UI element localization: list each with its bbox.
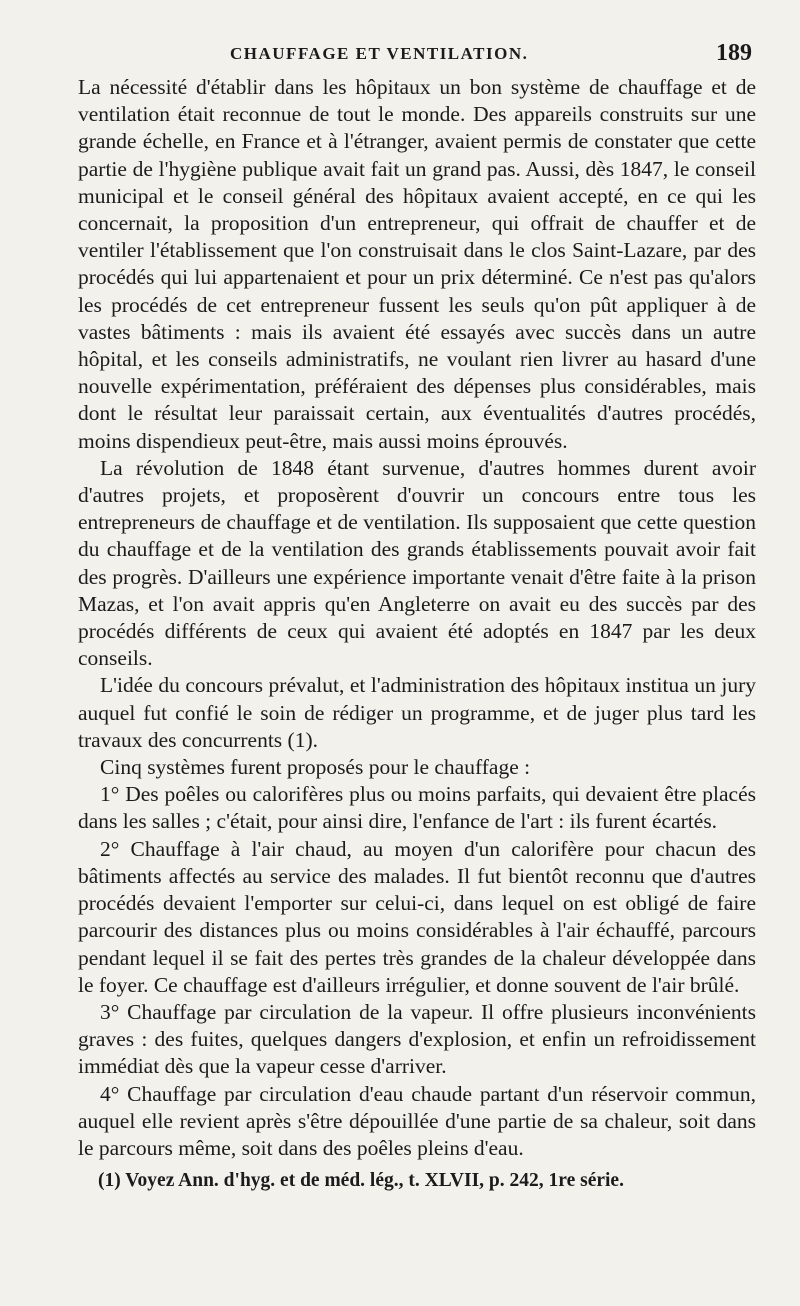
page-header <box>78 38 756 74</box>
running-title: CHAUFFAGE ET VENTILATION. <box>230 44 529 63</box>
page-number: 189 <box>716 40 752 66</box>
paragraph: La nécessité d'établir dans les hôpitaux un bon système de chauffage et de ventilation était reconnue de tout le monde. Des appareils construits sur une grande échelle, en France et à l'étranger, avaient permis de constater que cette partie de l'hygiène publique avait fait un grand pas. Aussi, dès 1847, le conseil municipal et le conseil général des hôpitaux avaient accepté, en ce qui les concernait, la proposition d'un entrepreneur, qui offrait de chauffer et de ventiler l'établissement que l'on construisait dans le clos Saint-Lazare, par des procédés qui lui appartenaient et pour un prix déterminé. Ce n'est pas qu'alors les procédés de cet entrepreneur fussent les seuls qu'on pût appliquer à de vastes bâtiments : mais ils avaient été essayés avec succès dans un autre hôpital, et les conseils administratifs, ne voulant rien livrer au hasard d'une nouvelle expérimentation, préféraient des dépenses plus considérables, mais dont le résultat leur paraissait certain, aux éventualités d'autres procédés, moins dispendieux peut-être, mais aussi moins éprouvés. <box>78 75 756 453</box>
paragraph: 4° Chauffage par circulation d'eau chaude partant d'un réservoir commun, auquel elle revient après s'être dépouillée d'une partie de sa chaleur, soit dans le parcours même, soit dans des poêles pleins d'eau. <box>78 1081 756 1160</box>
paragraph: Cinq systèmes furent proposés pour le chauffage : <box>100 755 531 780</box>
footnote: (1) Voyez Ann. d'hyg. et de méd. lég., t. XLVII, p. 242, 1re série. <box>98 1170 624 1192</box>
paragraph: 1° Des poêles ou calorifères plus ou moins parfaits, qui devaient être placés dans les salles ; c'était, pour ainsi dire, l'enfance de l'art : ils furent écartés. <box>78 782 756 834</box>
body-text <box>78 74 756 1162</box>
paragraph: L'idée du concours prévalut, et l'administration des hôpitaux institua un jury auquel fut confié le soin de rédiger un programme, et de juger plus tard les travaux des concurrents (1). <box>78 673 756 752</box>
paragraph: 3° Chauffage par circulation de la vapeur. Il offre plusieurs inconvénients graves : des fuites, quelques dangers d'explosion, et enfin un refroidissement immédiat dès que la vapeur cesse d'arriver. <box>78 999 756 1079</box>
paragraph: 2° Chauffage à l'air chaud, au moyen d'un calorifère pour chacun des bâtiments affectés au service des malades. Il fut bientôt reconnu que d'autres procédés devaient l'emporter sur celui-ci, dans lequel on est obligé de faire parcourir des distances plus ou moins considérables à l'air échauffé, parcours pendant lequel il se fait des pertes très grandes de la chaleur développée dans le foyer. Ce chauffage est d'ailleurs irrégulier, et donne souvent de l'air brûlé. <box>78 836 756 997</box>
paragraph: La révolution de 1848 étant survenue, d'autres hommes durent avoir d'autres projets, et proposèrent d'ouvrir un concours entre tous les entrepreneurs de chauffage et de ventilation. Ils supposaient que cette question du chauffage et de la ventilation des grands établissements pouvait avoir fait des progrès. D'ailleurs une expérience importante venait d'être faite à la prison Mazas, et l'on avait appris qu'en Angleterre on avait eu des succès par des procédés différents de ceux qui avaient été adoptés en 1847 par les deux conseils. <box>78 455 756 671</box>
